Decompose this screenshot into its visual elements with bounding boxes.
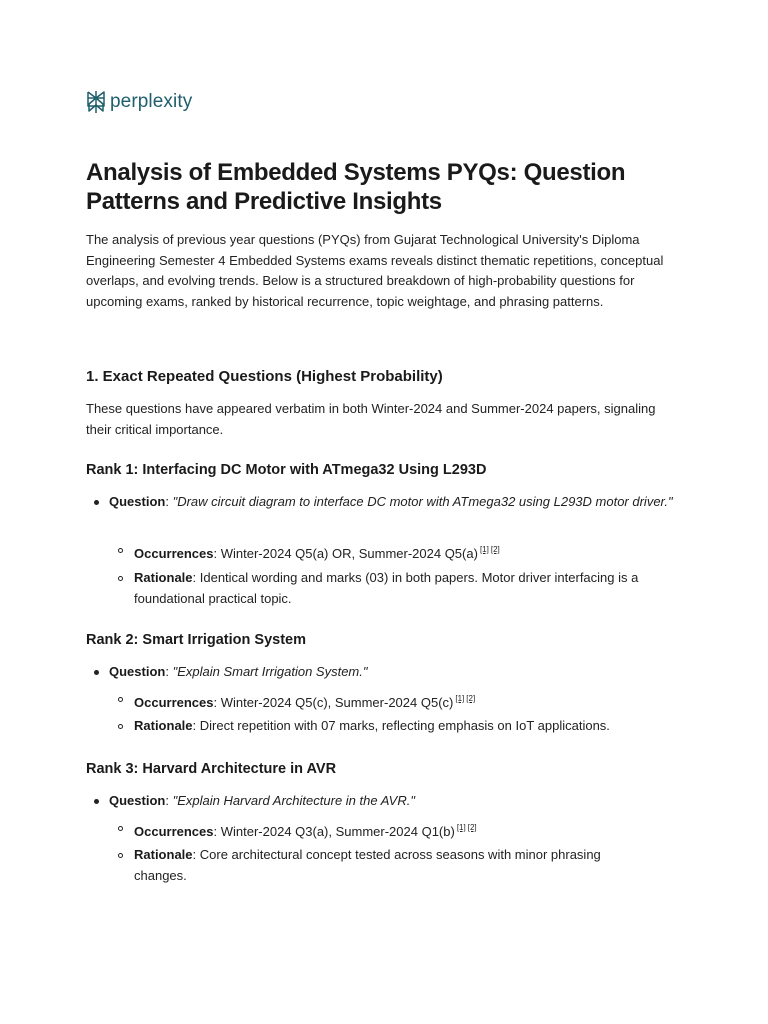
citation-link-1[interactable]: [1] (479, 545, 489, 554)
citation-link-1[interactable]: [1] (456, 823, 466, 832)
rationale-item: Rationale: Direct repetition with 07 marks, reflecting emphasis on IoT applications. (134, 718, 610, 733)
question-text: "Explain Harvard Architecture in the AVR." (172, 793, 415, 808)
bullet-dot (94, 500, 99, 505)
brand-name: perplexity (110, 91, 193, 112)
question-text: "Explain Smart Irrigation System." (172, 664, 368, 679)
rationale-label: Rationale (134, 570, 193, 585)
rationale-item: Rationale: Core architectural concept tested across seasons with minor phrasing changes. (134, 847, 601, 883)
perplexity-logo (86, 90, 192, 114)
occurrences-item: Occurrences: Winter-2024 Q5(a) OR, Summer-2024 Q5(a) [1] [2] (134, 545, 500, 561)
rationale-label: Rationale (134, 718, 193, 733)
sub-bullet (118, 826, 123, 831)
section-paragraph: These questions have appeared verbatim in both Winter-2024 and Summer-2024 papers, signaling their critical importance. (86, 401, 656, 437)
sub-bullet (118, 724, 123, 729)
sub-bullet (118, 576, 123, 581)
rationale-text: Core architectural concept tested across seasons with minor phrasing changes. (134, 847, 601, 883)
sub-bullet (118, 853, 123, 858)
occurrences-text: Winter-2024 Q5(c), Summer-2024 Q5(c) (220, 695, 454, 710)
section-heading: 1. Exact Repeated Questions (Highest Probability) (86, 368, 443, 385)
occurrences-text: Winter-2024 Q5(a) OR, Summer-2024 Q5(a) (220, 546, 478, 561)
question-item: Question: "Explain Smart Irrigation System." (109, 664, 368, 679)
rank-heading: Rank 1: Interfacing DC Motor with ATmega32 Using L293D (86, 462, 487, 478)
intro-paragraph: The analysis of previous year questions (PYQs) from Gujarat Technological University's Diploma Engineering Semester 4 Embedded Systems exams reveals distinct thematic repetitions, conceptual overlaps, and evolving trends. Below is a structured breakdown of high-probability questions for upcoming exams, ranked by historical recurrence, topic weightage, and phrasing patterns. (86, 232, 664, 309)
occurrences-label: Occurrences (134, 695, 214, 710)
citation-link-2[interactable]: [2] (490, 545, 500, 554)
occurrences-item: Occurrences: Winter-2024 Q5(c), Summer-2024 Q5(c) [1] [2] (134, 694, 476, 710)
rank-heading: Rank 3: Harvard Architecture in AVR (86, 761, 337, 777)
occurrences-item: Occurrences: Winter-2024 Q3(a), Summer-2024 Q1(b) [1] [2] (134, 823, 477, 839)
perplexity-logo-icon (86, 90, 106, 114)
question-item: Question: "Draw circuit diagram to interface DC motor with ATmega32 using L293D motor driver." (109, 494, 673, 509)
rationale-item: Rationale: Identical wording and marks (03) in both papers. Motor driver interfacing is a foundational practical topic. (134, 570, 639, 606)
occurrences-label: Occurrences (134, 824, 214, 839)
rank-heading: Rank 2: Smart Irrigation System (86, 632, 306, 648)
citation-link-1[interactable]: [1] (455, 694, 465, 703)
rationale-text: Identical wording and marks (03) in both papers. Motor driver interfacing is a foundational practical topic. (134, 570, 639, 606)
sub-bullet (118, 697, 123, 702)
question-text: "Draw circuit diagram to interface DC motor with ATmega32 using L293D motor driver." (172, 494, 673, 509)
sub-bullet (118, 548, 123, 553)
occurrences-text: Winter-2024 Q3(a), Summer-2024 Q1(b) (220, 824, 455, 839)
citation-link-2[interactable]: [2] (467, 823, 477, 832)
occurrences-label: Occurrences (134, 546, 214, 561)
citation-link-2[interactable]: [2] (466, 694, 476, 703)
bullet-dot (94, 799, 99, 804)
question-label: Question (109, 664, 166, 679)
page-title: Analysis of Embedded Systems PYQs: Question Patterns and Predictive Insights (86, 159, 626, 215)
rationale-text: Direct repetition with 07 marks, reflecting emphasis on IoT applications. (199, 718, 610, 733)
question-item: Question: "Explain Harvard Architecture in the AVR." (109, 793, 415, 808)
question-label: Question (109, 494, 166, 509)
bullet-dot (94, 670, 99, 675)
rationale-label: Rationale (134, 847, 193, 862)
question-label: Question (109, 793, 166, 808)
